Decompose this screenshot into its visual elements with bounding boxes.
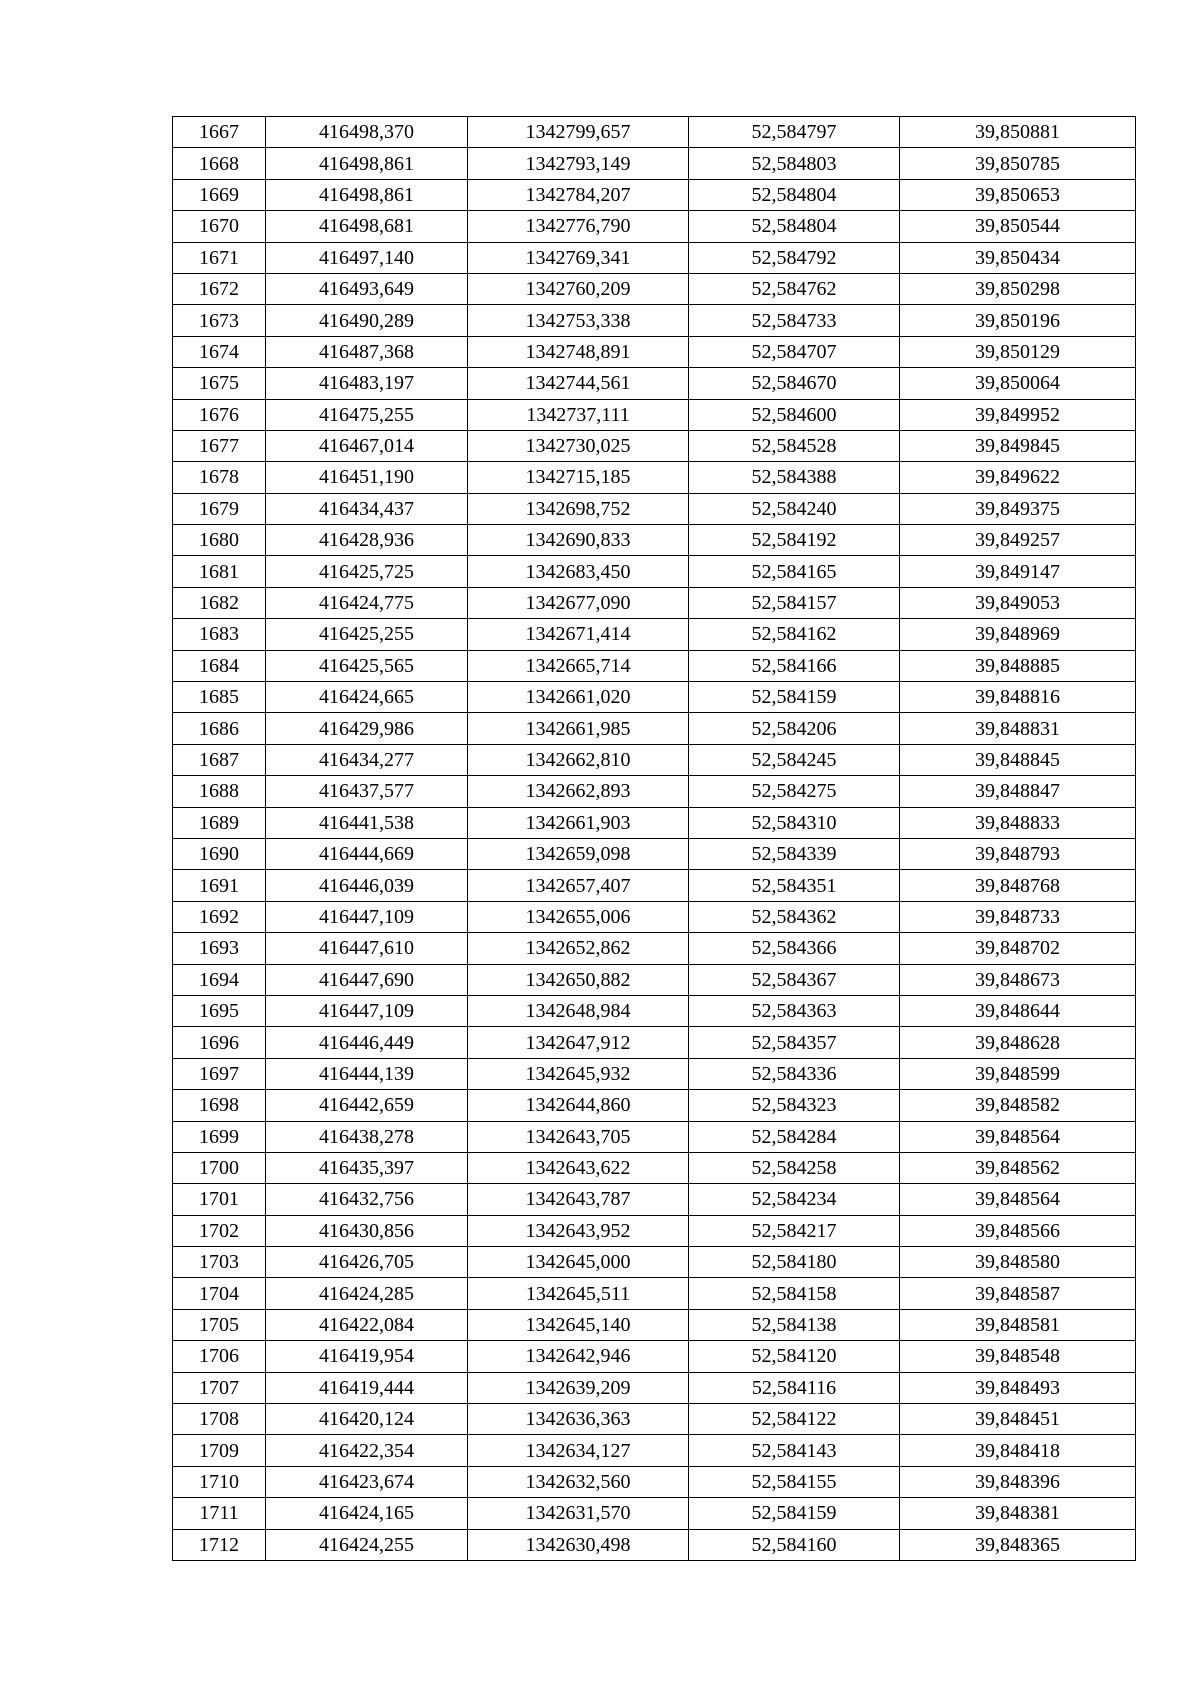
longitude-cell: 39,848599	[900, 1058, 1136, 1089]
table-row	[173, 179, 1136, 210]
table-row	[173, 587, 1136, 618]
x-coordinate-cell: 416447,690	[266, 964, 468, 995]
table-row	[173, 838, 1136, 869]
x-coordinate-cell: 416437,577	[266, 776, 468, 807]
table-row	[173, 399, 1136, 430]
latitude-cell: 52,584357	[689, 1027, 900, 1058]
point-number-cell: 1701	[173, 1184, 266, 1215]
longitude-cell: 39,850544	[900, 211, 1136, 242]
point-number-cell: 1688	[173, 776, 266, 807]
longitude-cell: 39,848418	[900, 1435, 1136, 1466]
table-row	[173, 1090, 1136, 1121]
latitude-cell: 52,584240	[689, 493, 900, 524]
x-coordinate-cell: 416435,397	[266, 1152, 468, 1183]
point-number-cell: 1677	[173, 430, 266, 461]
latitude-cell: 52,584157	[689, 587, 900, 618]
longitude-cell: 39,848396	[900, 1466, 1136, 1497]
y-coordinate-cell: 1342645,140	[468, 1309, 689, 1340]
table-row	[173, 901, 1136, 932]
point-number-cell: 1706	[173, 1341, 266, 1372]
y-coordinate-cell: 1342644,860	[468, 1090, 689, 1121]
point-number-cell: 1690	[173, 838, 266, 869]
latitude-cell: 52,584339	[689, 838, 900, 869]
longitude-cell: 39,848548	[900, 1341, 1136, 1372]
latitude-cell: 52,584116	[689, 1372, 900, 1403]
table-row	[173, 1498, 1136, 1529]
y-coordinate-cell: 1342683,450	[468, 556, 689, 587]
point-number-cell: 1684	[173, 650, 266, 681]
point-number-cell: 1682	[173, 587, 266, 618]
point-number-cell: 1674	[173, 336, 266, 367]
latitude-cell: 52,584143	[689, 1435, 900, 1466]
coordinates-table-body	[173, 117, 1136, 1561]
table-row	[173, 525, 1136, 556]
longitude-cell: 39,848816	[900, 682, 1136, 713]
x-coordinate-cell: 416419,954	[266, 1341, 468, 1372]
table-row	[173, 1121, 1136, 1152]
y-coordinate-cell: 1342650,882	[468, 964, 689, 995]
point-number-cell: 1696	[173, 1027, 266, 1058]
longitude-cell: 39,848644	[900, 995, 1136, 1026]
y-coordinate-cell: 1342665,714	[468, 650, 689, 681]
longitude-cell: 39,848365	[900, 1529, 1136, 1560]
x-coordinate-cell: 416422,354	[266, 1435, 468, 1466]
x-coordinate-cell: 416425,725	[266, 556, 468, 587]
longitude-cell: 39,848580	[900, 1247, 1136, 1278]
point-number-cell: 1697	[173, 1058, 266, 1089]
longitude-cell: 39,849257	[900, 525, 1136, 556]
y-coordinate-cell: 1342715,185	[468, 462, 689, 493]
latitude-cell: 52,584180	[689, 1247, 900, 1278]
table-row	[173, 305, 1136, 336]
y-coordinate-cell: 1342661,985	[468, 713, 689, 744]
latitude-cell: 52,584275	[689, 776, 900, 807]
point-number-cell: 1692	[173, 901, 266, 932]
point-number-cell: 1703	[173, 1247, 266, 1278]
table-row	[173, 682, 1136, 713]
x-coordinate-cell: 416434,277	[266, 744, 468, 775]
point-number-cell: 1679	[173, 493, 266, 524]
longitude-cell: 39,850785	[900, 148, 1136, 179]
y-coordinate-cell: 1342753,338	[468, 305, 689, 336]
x-coordinate-cell: 416428,936	[266, 525, 468, 556]
longitude-cell: 39,849952	[900, 399, 1136, 430]
table-row	[173, 870, 1136, 901]
point-number-cell: 1689	[173, 807, 266, 838]
point-number-cell: 1675	[173, 368, 266, 399]
y-coordinate-cell: 1342730,025	[468, 430, 689, 461]
table-row	[173, 744, 1136, 775]
y-coordinate-cell: 1342652,862	[468, 933, 689, 964]
latitude-cell: 52,584600	[689, 399, 900, 430]
table-row	[173, 368, 1136, 399]
x-coordinate-cell: 416497,140	[266, 242, 468, 273]
x-coordinate-cell: 416424,165	[266, 1498, 468, 1529]
longitude-cell: 39,848581	[900, 1309, 1136, 1340]
point-number-cell: 1687	[173, 744, 266, 775]
table-row	[173, 493, 1136, 524]
longitude-cell: 39,849147	[900, 556, 1136, 587]
longitude-cell: 39,848564	[900, 1184, 1136, 1215]
table-row	[173, 1278, 1136, 1309]
latitude-cell: 52,584792	[689, 242, 900, 273]
table-row	[173, 1435, 1136, 1466]
point-number-cell: 1669	[173, 179, 266, 210]
longitude-cell: 39,850064	[900, 368, 1136, 399]
latitude-cell: 52,584733	[689, 305, 900, 336]
y-coordinate-cell: 1342632,560	[468, 1466, 689, 1497]
longitude-cell: 39,848847	[900, 776, 1136, 807]
point-number-cell: 1712	[173, 1529, 266, 1560]
latitude-cell: 52,584336	[689, 1058, 900, 1089]
latitude-cell: 52,584234	[689, 1184, 900, 1215]
latitude-cell: 52,584351	[689, 870, 900, 901]
table-row	[173, 211, 1136, 242]
point-number-cell: 1667	[173, 117, 266, 148]
y-coordinate-cell: 1342634,127	[468, 1435, 689, 1466]
table-row	[173, 1404, 1136, 1435]
point-number-cell: 1702	[173, 1215, 266, 1246]
table-row	[173, 650, 1136, 681]
longitude-cell: 39,848566	[900, 1215, 1136, 1246]
table-row	[173, 1184, 1136, 1215]
x-coordinate-cell: 416424,285	[266, 1278, 468, 1309]
point-number-cell: 1707	[173, 1372, 266, 1403]
table-row	[173, 713, 1136, 744]
longitude-cell: 39,849375	[900, 493, 1136, 524]
latitude-cell: 52,584192	[689, 525, 900, 556]
point-number-cell: 1711	[173, 1498, 266, 1529]
x-coordinate-cell: 416422,084	[266, 1309, 468, 1340]
table-row	[173, 619, 1136, 650]
latitude-cell: 52,584362	[689, 901, 900, 932]
latitude-cell: 52,584138	[689, 1309, 900, 1340]
latitude-cell: 52,584323	[689, 1090, 900, 1121]
longitude-cell: 39,849053	[900, 587, 1136, 618]
longitude-cell: 39,848562	[900, 1152, 1136, 1183]
longitude-cell: 39,850196	[900, 305, 1136, 336]
x-coordinate-cell: 416498,861	[266, 179, 468, 210]
latitude-cell: 52,584804	[689, 179, 900, 210]
longitude-cell: 39,849845	[900, 430, 1136, 461]
y-coordinate-cell: 1342784,207	[468, 179, 689, 210]
x-coordinate-cell: 416425,565	[266, 650, 468, 681]
table-row	[173, 995, 1136, 1026]
x-coordinate-cell: 416426,705	[266, 1247, 468, 1278]
longitude-cell: 39,848969	[900, 619, 1136, 650]
table-row	[173, 933, 1136, 964]
x-coordinate-cell: 416498,861	[266, 148, 468, 179]
y-coordinate-cell: 1342661,903	[468, 807, 689, 838]
table-row	[173, 336, 1136, 367]
longitude-cell: 39,848885	[900, 650, 1136, 681]
longitude-cell: 39,848733	[900, 901, 1136, 932]
y-coordinate-cell: 1342769,341	[468, 242, 689, 273]
latitude-cell: 52,584155	[689, 1466, 900, 1497]
latitude-cell: 52,584797	[689, 117, 900, 148]
x-coordinate-cell: 416498,681	[266, 211, 468, 242]
y-coordinate-cell: 1342659,098	[468, 838, 689, 869]
y-coordinate-cell: 1342662,810	[468, 744, 689, 775]
latitude-cell: 52,584166	[689, 650, 900, 681]
longitude-cell: 39,848381	[900, 1498, 1136, 1529]
longitude-cell: 39,848451	[900, 1404, 1136, 1435]
y-coordinate-cell: 1342690,833	[468, 525, 689, 556]
table-row	[173, 1027, 1136, 1058]
y-coordinate-cell: 1342748,891	[468, 336, 689, 367]
coordinates-table	[172, 116, 1136, 1561]
table-row	[173, 242, 1136, 273]
latitude-cell: 52,584528	[689, 430, 900, 461]
latitude-cell: 52,584284	[689, 1121, 900, 1152]
table-row	[173, 462, 1136, 493]
point-number-cell: 1668	[173, 148, 266, 179]
table-row	[173, 1247, 1136, 1278]
point-number-cell: 1670	[173, 211, 266, 242]
y-coordinate-cell: 1342631,570	[468, 1498, 689, 1529]
y-coordinate-cell: 1342657,407	[468, 870, 689, 901]
x-coordinate-cell: 416442,659	[266, 1090, 468, 1121]
point-number-cell: 1693	[173, 933, 266, 964]
x-coordinate-cell: 416490,289	[266, 305, 468, 336]
y-coordinate-cell: 1342677,090	[468, 587, 689, 618]
point-number-cell: 1691	[173, 870, 266, 901]
latitude-cell: 52,584388	[689, 462, 900, 493]
x-coordinate-cell: 416438,278	[266, 1121, 468, 1152]
y-coordinate-cell: 1342799,657	[468, 117, 689, 148]
point-number-cell: 1695	[173, 995, 266, 1026]
x-coordinate-cell: 416444,669	[266, 838, 468, 869]
y-coordinate-cell: 1342647,912	[468, 1027, 689, 1058]
y-coordinate-cell: 1342645,000	[468, 1247, 689, 1278]
longitude-cell: 39,848833	[900, 807, 1136, 838]
latitude-cell: 52,584762	[689, 273, 900, 304]
point-number-cell: 1694	[173, 964, 266, 995]
table-row	[173, 117, 1136, 148]
point-number-cell: 1699	[173, 1121, 266, 1152]
x-coordinate-cell: 416447,109	[266, 901, 468, 932]
longitude-cell: 39,848628	[900, 1027, 1136, 1058]
point-number-cell: 1676	[173, 399, 266, 430]
y-coordinate-cell: 1342698,752	[468, 493, 689, 524]
latitude-cell: 52,584158	[689, 1278, 900, 1309]
x-coordinate-cell: 416498,370	[266, 117, 468, 148]
y-coordinate-cell: 1342671,414	[468, 619, 689, 650]
longitude-cell: 39,848564	[900, 1121, 1136, 1152]
latitude-cell: 52,584310	[689, 807, 900, 838]
longitude-cell: 39,850434	[900, 242, 1136, 273]
y-coordinate-cell: 1342645,511	[468, 1278, 689, 1309]
x-coordinate-cell: 416432,756	[266, 1184, 468, 1215]
point-number-cell: 1704	[173, 1278, 266, 1309]
y-coordinate-cell: 1342643,705	[468, 1121, 689, 1152]
x-coordinate-cell: 416425,255	[266, 619, 468, 650]
y-coordinate-cell: 1342655,006	[468, 901, 689, 932]
latitude-cell: 52,584804	[689, 211, 900, 242]
longitude-cell: 39,850129	[900, 336, 1136, 367]
table-row	[173, 556, 1136, 587]
point-number-cell: 1671	[173, 242, 266, 273]
x-coordinate-cell: 416487,368	[266, 336, 468, 367]
longitude-cell: 39,848493	[900, 1372, 1136, 1403]
latitude-cell: 52,584120	[689, 1341, 900, 1372]
table-row	[173, 1215, 1136, 1246]
latitude-cell: 52,584162	[689, 619, 900, 650]
table-row	[173, 1466, 1136, 1497]
latitude-cell: 52,584159	[689, 1498, 900, 1529]
point-number-cell: 1683	[173, 619, 266, 650]
point-number-cell: 1698	[173, 1090, 266, 1121]
latitude-cell: 52,584245	[689, 744, 900, 775]
x-coordinate-cell: 416424,255	[266, 1529, 468, 1560]
longitude-cell: 39,850881	[900, 117, 1136, 148]
point-number-cell: 1705	[173, 1309, 266, 1340]
x-coordinate-cell: 416430,856	[266, 1215, 468, 1246]
latitude-cell: 52,584217	[689, 1215, 900, 1246]
y-coordinate-cell: 1342776,790	[468, 211, 689, 242]
table-row	[173, 1309, 1136, 1340]
longitude-cell: 39,848702	[900, 933, 1136, 964]
x-coordinate-cell: 416446,039	[266, 870, 468, 901]
table-row	[173, 273, 1136, 304]
y-coordinate-cell: 1342642,946	[468, 1341, 689, 1372]
y-coordinate-cell: 1342744,561	[468, 368, 689, 399]
point-number-cell: 1673	[173, 305, 266, 336]
y-coordinate-cell: 1342793,149	[468, 148, 689, 179]
longitude-cell: 39,848845	[900, 744, 1136, 775]
latitude-cell: 52,584363	[689, 995, 900, 1026]
x-coordinate-cell: 416429,986	[266, 713, 468, 744]
point-number-cell: 1709	[173, 1435, 266, 1466]
longitude-cell: 39,850298	[900, 273, 1136, 304]
x-coordinate-cell: 416447,610	[266, 933, 468, 964]
longitude-cell: 39,848673	[900, 964, 1136, 995]
y-coordinate-cell: 1342643,622	[468, 1152, 689, 1183]
x-coordinate-cell: 416467,014	[266, 430, 468, 461]
x-coordinate-cell: 416434,437	[266, 493, 468, 524]
table-row	[173, 148, 1136, 179]
point-number-cell: 1708	[173, 1404, 266, 1435]
latitude-cell: 52,584159	[689, 682, 900, 713]
table-row	[173, 1058, 1136, 1089]
point-number-cell: 1700	[173, 1152, 266, 1183]
x-coordinate-cell: 416493,649	[266, 273, 468, 304]
y-coordinate-cell: 1342737,111	[468, 399, 689, 430]
x-coordinate-cell: 416424,775	[266, 587, 468, 618]
y-coordinate-cell: 1342662,893	[468, 776, 689, 807]
y-coordinate-cell: 1342643,787	[468, 1184, 689, 1215]
point-number-cell: 1672	[173, 273, 266, 304]
longitude-cell: 39,848831	[900, 713, 1136, 744]
latitude-cell: 52,584122	[689, 1404, 900, 1435]
latitude-cell: 52,584258	[689, 1152, 900, 1183]
x-coordinate-cell: 416444,139	[266, 1058, 468, 1089]
table-row	[173, 807, 1136, 838]
latitude-cell: 52,584707	[689, 336, 900, 367]
point-number-cell: 1678	[173, 462, 266, 493]
x-coordinate-cell: 416451,190	[266, 462, 468, 493]
longitude-cell: 39,849622	[900, 462, 1136, 493]
longitude-cell: 39,848587	[900, 1278, 1136, 1309]
x-coordinate-cell: 416441,538	[266, 807, 468, 838]
table-row	[173, 1152, 1136, 1183]
table-row	[173, 1529, 1136, 1560]
y-coordinate-cell: 1342645,932	[468, 1058, 689, 1089]
y-coordinate-cell: 1342648,984	[468, 995, 689, 1026]
x-coordinate-cell: 416447,109	[266, 995, 468, 1026]
x-coordinate-cell: 416420,124	[266, 1404, 468, 1435]
x-coordinate-cell: 416483,197	[266, 368, 468, 399]
x-coordinate-cell: 416419,444	[266, 1372, 468, 1403]
y-coordinate-cell: 1342661,020	[468, 682, 689, 713]
y-coordinate-cell: 1342636,363	[468, 1404, 689, 1435]
y-coordinate-cell: 1342760,209	[468, 273, 689, 304]
table-row	[173, 776, 1136, 807]
x-coordinate-cell: 416446,449	[266, 1027, 468, 1058]
point-number-cell: 1680	[173, 525, 266, 556]
latitude-cell: 52,584366	[689, 933, 900, 964]
y-coordinate-cell: 1342630,498	[468, 1529, 689, 1560]
y-coordinate-cell: 1342639,209	[468, 1372, 689, 1403]
longitude-cell: 39,848768	[900, 870, 1136, 901]
point-number-cell: 1710	[173, 1466, 266, 1497]
table-row	[173, 430, 1136, 461]
latitude-cell: 52,584367	[689, 964, 900, 995]
x-coordinate-cell: 416475,255	[266, 399, 468, 430]
point-number-cell: 1681	[173, 556, 266, 587]
y-coordinate-cell: 1342643,952	[468, 1215, 689, 1246]
point-number-cell: 1686	[173, 713, 266, 744]
latitude-cell: 52,584165	[689, 556, 900, 587]
x-coordinate-cell: 416424,665	[266, 682, 468, 713]
latitude-cell: 52,584206	[689, 713, 900, 744]
x-coordinate-cell: 416423,674	[266, 1466, 468, 1497]
point-number-cell: 1685	[173, 682, 266, 713]
table-row	[173, 964, 1136, 995]
longitude-cell: 39,850653	[900, 179, 1136, 210]
table-row	[173, 1372, 1136, 1403]
table-row	[173, 1341, 1136, 1372]
latitude-cell: 52,584670	[689, 368, 900, 399]
latitude-cell: 52,584160	[689, 1529, 900, 1560]
longitude-cell: 39,848793	[900, 838, 1136, 869]
latitude-cell: 52,584803	[689, 148, 900, 179]
longitude-cell: 39,848582	[900, 1090, 1136, 1121]
